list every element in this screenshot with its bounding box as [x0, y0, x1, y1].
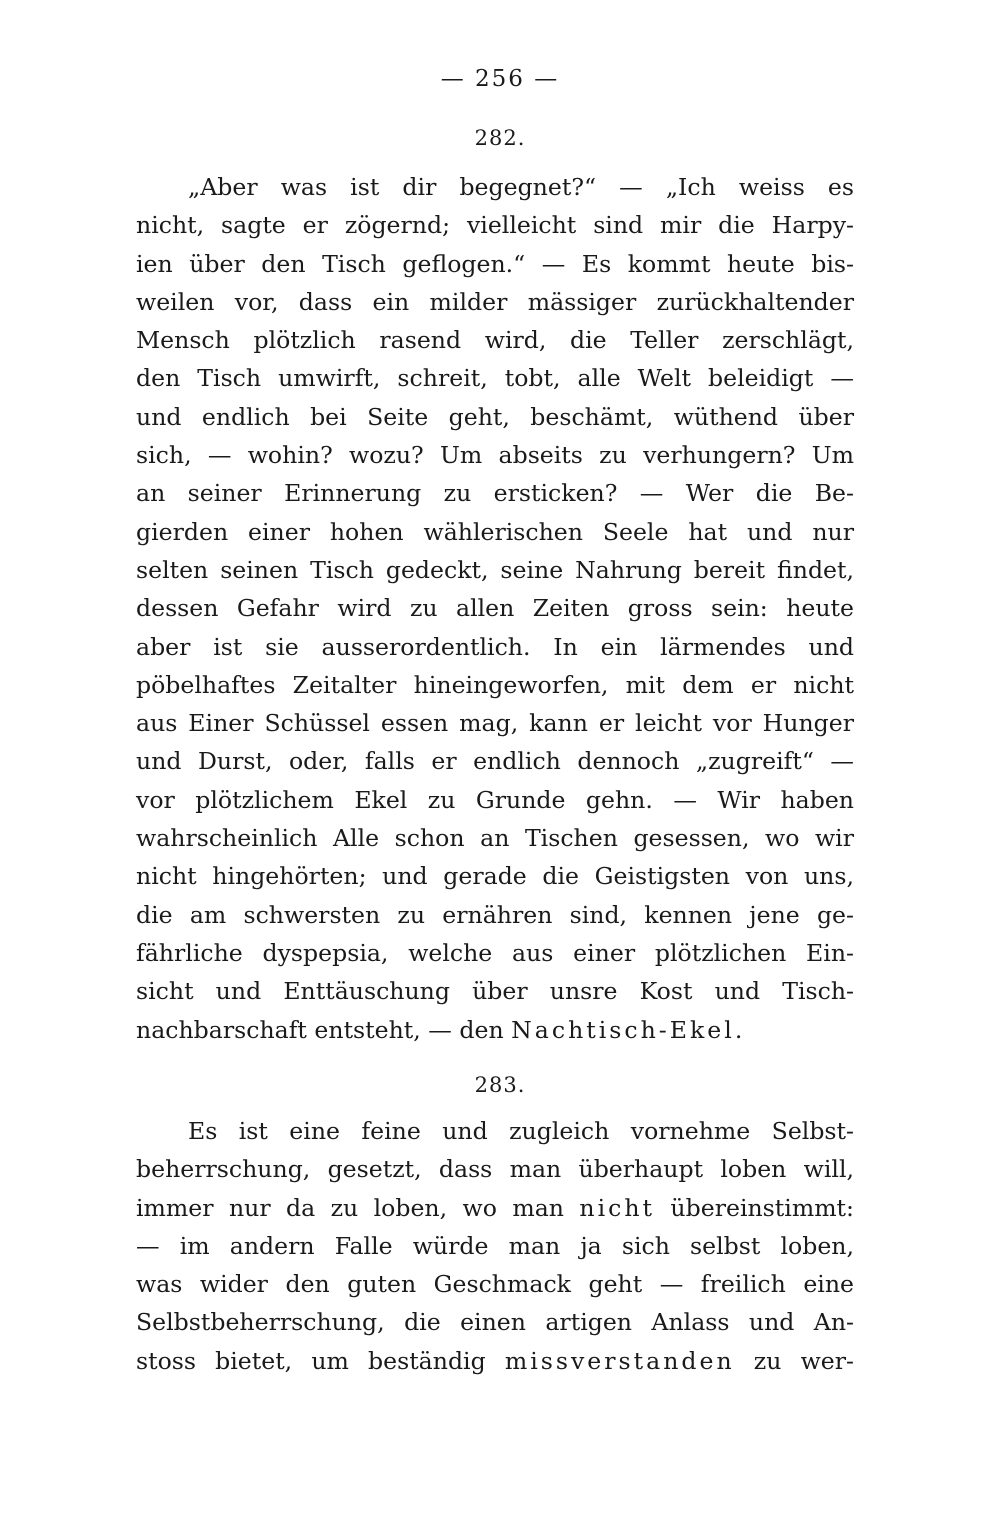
emphasized-text: nicht	[579, 1193, 656, 1222]
text-line: vor plötzlichem Ekel zu Grunde gehn. — Wir haben	[136, 785, 854, 814]
text-line: „Aber was ist dir begegnet?“ — „Ich weiss es	[188, 173, 854, 201]
text-line: sich, — wohin? wozu? Um abseits zu verhungern? Um	[136, 441, 854, 470]
text-line: pöbelhaftes Zeitalter hineingeworfen, mit dem er nicht	[136, 670, 854, 699]
text-line: weilen vor, dass ein milder mässiger zurückhaltender	[136, 287, 854, 316]
text-line: beherrschung, gesetzt, dass man überhaupt loben will,	[136, 1155, 854, 1184]
text-line: gierden einer hohen wählerischen Seele hat und nur	[136, 517, 854, 546]
text-line: fährliche dyspepsia, welche aus einer plötzlichen Ein-	[136, 938, 854, 967]
text-fragment: .	[734, 1015, 743, 1044]
text-fragment: zu wer-	[734, 1346, 854, 1375]
text-line	[136, 1011, 854, 1049]
text-line: dessen Gefahr wird zu allen Zeiten gross sein: heute	[136, 594, 854, 623]
text-line: an seiner Erinnerung zu ersticken? — Wer die Be-	[136, 479, 854, 508]
text-line: was wider den guten Geschmack geht — freilich eine	[136, 1270, 854, 1299]
text-fragment: immer nur da zu loben, wo man	[136, 1193, 580, 1222]
text-line: Selbstbeherrschung, die einen artigen Anlass und An-	[136, 1308, 854, 1337]
text-line: nicht, sagte er zögernd; vielleicht sind mir die Harpy-	[136, 211, 854, 240]
page-number: — 256 —	[440, 66, 560, 92]
text-line: Mensch plötzlich rasend wird, die Teller zerschlägt,	[136, 326, 854, 355]
emphasized-text: Nachtisch-Ekel	[511, 1015, 735, 1044]
text-line: ien über den Tisch geflogen.“ — Es kommt heute bis-	[136, 249, 854, 278]
text-line: und Durst, oder, falls er endlich dennoch „zugreift“ —	[136, 747, 854, 776]
emphasized-text: missverstanden	[504, 1346, 735, 1375]
section-number: 283.	[474, 1073, 526, 1097]
text-line: wahrscheinlich Alle schon an Tischen gesessen, wo wir	[136, 824, 854, 853]
text-line: aus Einer Schüssel essen mag, kann er leicht vor Hunger	[136, 709, 854, 738]
text-line	[136, 1189, 854, 1227]
text-fragment: nachbarschaft entsteht, — den	[136, 1015, 512, 1044]
text-line: die am schwersten zu ernähren sind, kennen jene ge-	[136, 900, 854, 929]
text-fragment: stoss bietet, um beständig	[136, 1346, 505, 1375]
text-line: den Tisch umwirft, schreit, tobt, alle Welt beleidigt —	[136, 364, 854, 393]
text-line: — im andern Falle würde man ja sich selbst loben,	[136, 1231, 854, 1260]
text-line: und endlich bei Seite geht, beschämt, wüthend über	[136, 402, 854, 431]
text-line: aber ist sie ausserordentlich. In ein lärmendes und	[136, 632, 854, 661]
text-line: selten seinen Tisch gedeckt, seine Nahrung bereit findet,	[136, 555, 854, 584]
text-line: sicht und Enttäuschung über unsre Kost und Tisch-	[136, 977, 854, 1006]
paragraph	[136, 1112, 854, 1380]
paragraph	[136, 168, 854, 1049]
text-fragment: übereinstimmt:	[655, 1193, 854, 1222]
text-line: Es ist eine feine und zugleich vornehme Selbst-	[188, 1117, 854, 1145]
section-number: 282.	[474, 126, 526, 150]
text-line: nicht hingehörten; und gerade die Geistigsten von uns,	[136, 862, 854, 891]
text-line	[136, 1342, 854, 1380]
